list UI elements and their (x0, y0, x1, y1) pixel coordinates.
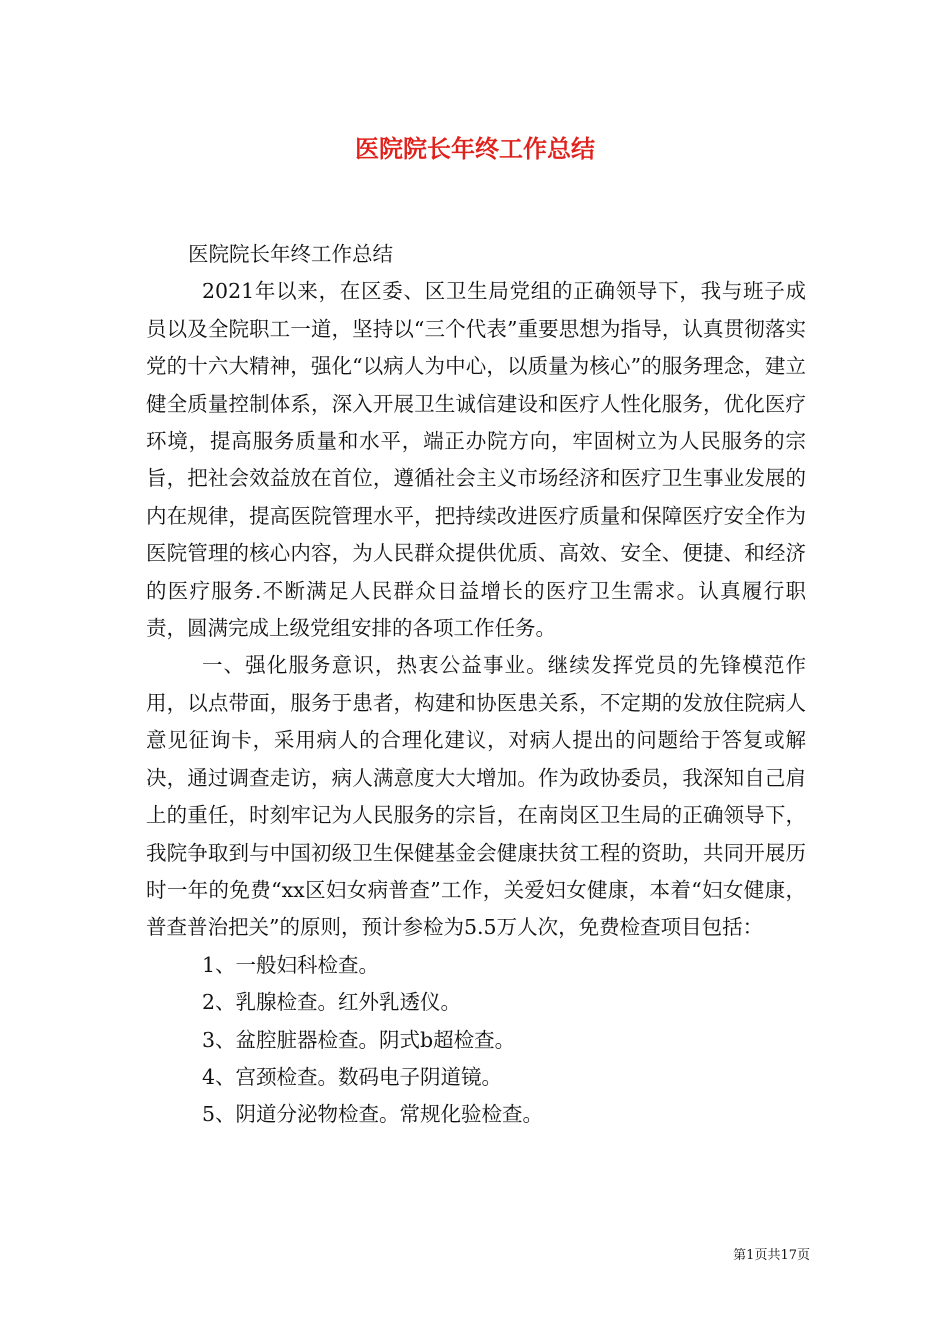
document-subtitle: 医院院长年终工作总结 (188, 242, 393, 266)
list-item: 3、盆腔脏器检查。阴式b超检查。 (202, 1027, 516, 1052)
list-item: 4、宫颈检查。数码电子阴道镜。 (202, 1064, 503, 1089)
paragraph-intro: 2021年以来，在区委、区卫生局党组的正确领导下，我与班子成员以及全院职工一道，坚持以“三个代表”重要思想为指导，认真贯彻落实党的十六大精神，强化“以病人为中心，以质量为核心”的服务理念，建立健全质量控制体系，深入开展卫生诚信建设和医疗人性化服务，优化医疗环境，提高服务质量和水平，端正办院方向，牢固树立为人民服务的宗旨，把社会效益放在首位，遵循社会主义市场经济和医疗卫生事业发展的内在规律，提高医院管理水平，把持续改进医疗质量和保障医疗安全作为医院管理的核心内容，为人民群众提供优质、高效、安全、便捷、和经济的医疗服务.不断满足人民群众日益增长的医疗卫生需求。认真履行职责，圆满完成上级党组安排的各项工作任务。 (146, 279, 806, 641)
list-item: 5、阴道分泌物检查。常规化验检查。 (202, 1102, 544, 1127)
list-item: 1、一般妇科检查。 (202, 952, 380, 977)
page-number-footer: 第1页共17页 (733, 1248, 810, 1263)
paragraph-section-one: 一、强化服务意识，热衷公益事业。继续发挥党员的先锋模范作用，以点带面，服务于患者，构建和协医患关系，不定期的发放住院病人意见征询卡，采用病人的合理化建议，对病人提出的问题给于答复或解决，通过调查走访，病人满意度大大增加。作为政协委员，我深知自己肩上的重任，时刻牢记为人民服务的宗旨，在南岗区卫生局的正确领导下，我院争取到与中国初级卫生保健基金会健康扶贫工程的资助，共同开展历时一年的免费“xx区妇女病普查”工作，关爱妇女健康，本着“妇女健康，普查普治把关”的原则，预计参检为5.5万人次，免费检查项目包括： (146, 653, 806, 940)
document-body (146, 236, 806, 1134)
list-item: 2、乳腺检查。红外乳透仪。 (202, 990, 462, 1015)
document-title: 医院院长年终工作总结 (355, 134, 595, 163)
